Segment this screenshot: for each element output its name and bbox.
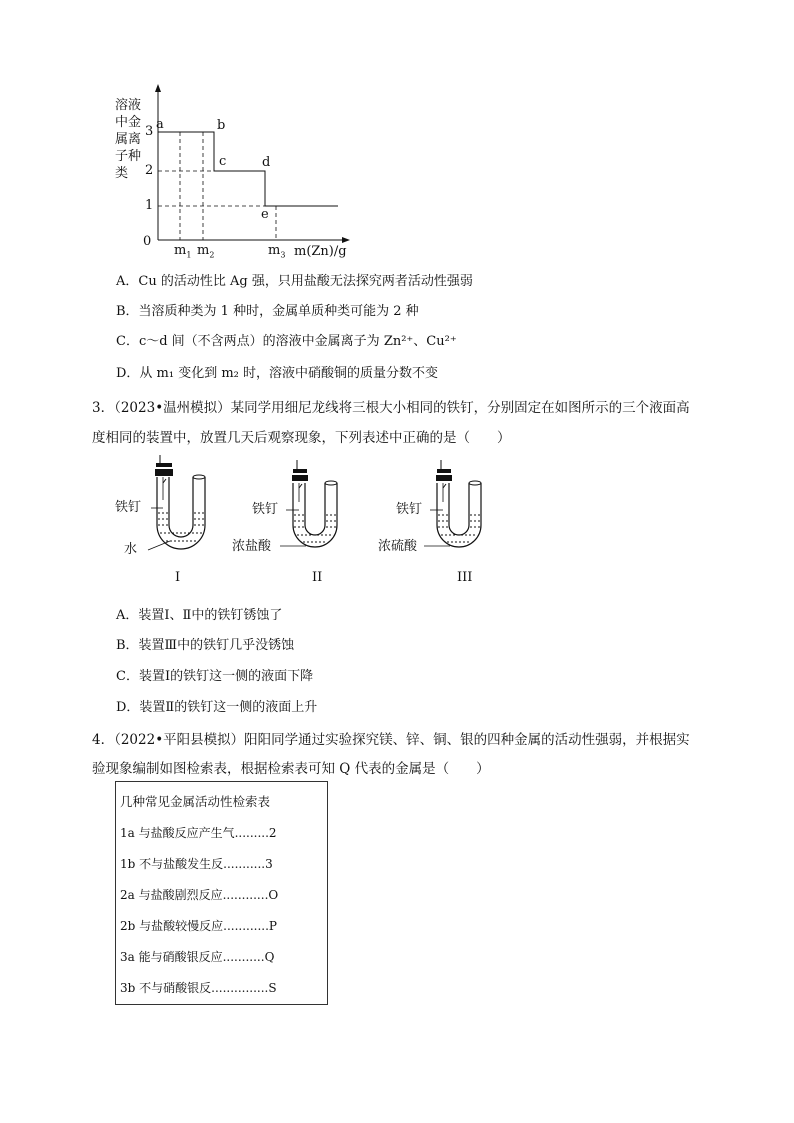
q3-option-d: D．装置Ⅱ的铁钉这一侧的液面上升	[116, 700, 318, 715]
y-label-line: 属离	[115, 132, 142, 147]
step-line	[158, 132, 338, 206]
guide-lines	[158, 132, 276, 240]
q2-option-d: D．从 m₁ 变化到 m₂ 时，溶液中硝酸铜的质量分数不变	[116, 366, 439, 381]
q3-stem-line1: 3．（2023•温州模拟）某同学用细尼龙线将三根大小相同的铁钉，分别固定在如图所示的三个液面高	[92, 400, 690, 416]
key-row: 3b 不与硝酸银反...............S	[120, 981, 277, 995]
q2-option-a: A．Cu 的活动性比 Ag 强，只用盐酸无法探究两者活动性强弱	[116, 274, 473, 289]
graph-plot	[0, 0, 794, 300]
key-row: 2a 与盐酸剧烈反应............O	[120, 888, 279, 902]
key-row: 2b 与盐酸较慢反应............P	[120, 919, 277, 933]
q3-nail-label-1: 铁钉	[115, 500, 142, 515]
q3-liquid-label-1: 水	[124, 542, 138, 557]
u-tube-1	[148, 455, 205, 550]
q4-stem-line1: 4．（2022•平阳县模拟）阳阳同学通过实验探究镁、锌、铜、银的四种金属的活动性强弱，并根据实	[92, 732, 690, 748]
point-label-d: d	[262, 155, 271, 170]
q3-nail-label-3: 铁钉	[396, 502, 423, 517]
key-row: 1b 不与盐酸发生反...........3	[120, 857, 273, 871]
q3-option-a: A．装置Ⅰ、Ⅱ中的铁钉锈蚀了	[116, 608, 283, 623]
q4-stem-line2: 验现象编制如图检索表，根据检索表可知 Q 代表的金属是（ ）	[92, 761, 490, 777]
y-label-line: 中金	[115, 115, 142, 130]
q3-liquid-label-2: 浓盐酸	[232, 539, 272, 554]
u-tube-2	[280, 460, 337, 547]
point-label-b: b	[217, 118, 226, 133]
q2-option-c: C．c～d 间（不含两点）的溶液中金属离子为 Zn²⁺、Cu²⁺	[116, 334, 457, 349]
y-axis-arrow	[155, 84, 161, 92]
x-tick-m2: $m_2$	[197, 243, 215, 260]
y-label-line: 溶液	[115, 98, 142, 113]
y-tick: 1	[145, 198, 154, 213]
q3-roman-1: I	[175, 570, 181, 585]
q3-nail-label-2: 铁钉	[252, 502, 279, 517]
y-tick: 3	[145, 124, 154, 139]
q3-roman-3: III	[457, 570, 473, 585]
q3-roman-2: II	[312, 570, 323, 585]
y-tick: 2	[145, 163, 154, 178]
y-label-line: 子种	[115, 149, 142, 164]
y-tick: 0	[143, 234, 152, 249]
q3-stem-line2: 度相同的装置中，放置几天后观察现象，下列表述中正确的是（ ）	[92, 430, 511, 446]
x-tick-m1: $m_1$	[174, 243, 192, 260]
u-tube-3	[424, 460, 481, 547]
point-label-a: a	[156, 117, 164, 132]
x-axis-arrow	[342, 237, 350, 243]
q4-key-table	[115, 781, 328, 1005]
point-label-c: c	[219, 154, 227, 169]
q2-option-b: B．当溶质种类为 1 种时，金属单质种类可能为 2 种	[116, 304, 419, 319]
key-table-title: 几种常见金属活动性检索表	[120, 794, 271, 809]
x-axis-label: m(Zn)/g	[294, 244, 347, 259]
key-row: 1a 与盐酸反应产生气.........2	[120, 826, 277, 840]
q3-liquid-label-3: 浓硫酸	[378, 539, 418, 554]
key-row: 3a 能与硝酸银反应...........Q	[120, 950, 275, 964]
x-tick-m3: $m_3$	[268, 243, 286, 260]
q3-option-c: C．装置Ⅰ的铁钉这一侧的液面下降	[116, 669, 314, 684]
q3-option-b: B．装置Ⅲ中的铁钉几乎没锈蚀	[116, 638, 295, 653]
y-label-line: 类	[115, 166, 129, 181]
point-label-e: e	[261, 207, 269, 222]
